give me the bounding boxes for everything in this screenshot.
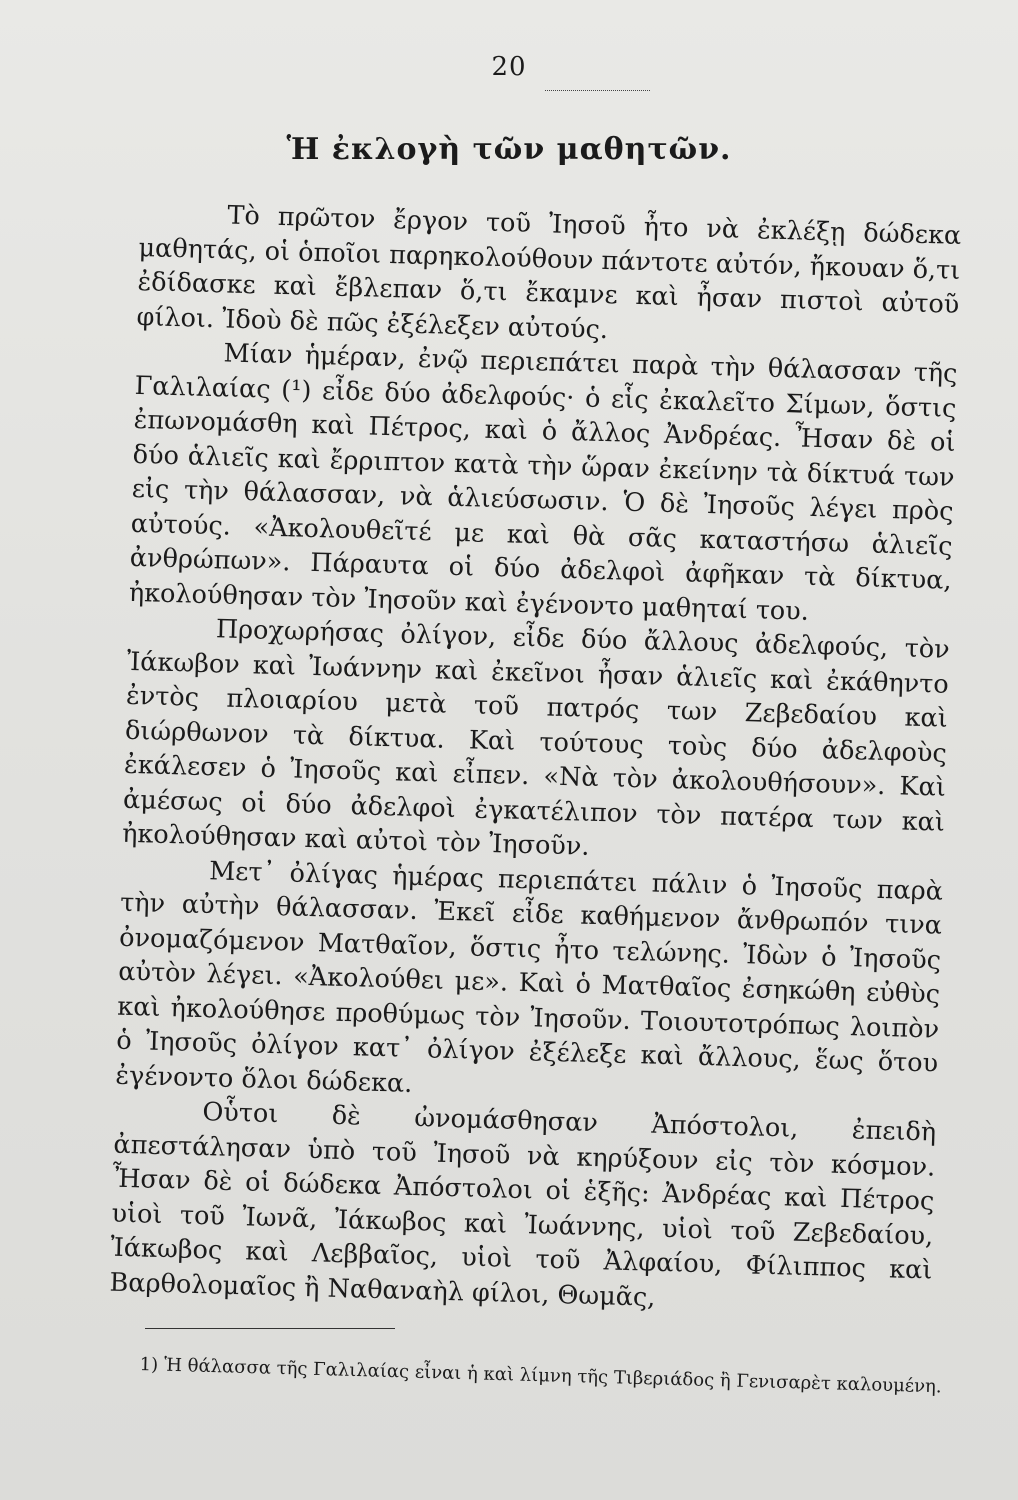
page-number-rule (545, 90, 650, 91)
footnote-text: Ἡ θάλασσα τῆς Γαλιλαίας εἶναι ἡ καὶ λίμνη τῆς Τιβεριάδος ἢ Γενισαρὲτ καλουμένη. (163, 1354, 942, 1398)
chapter-title: Ἡ ἐκλογὴ τῶν μαθητῶν. (286, 132, 732, 167)
paragraph-5: Οὗτοι δὲ ὠνομάσθησαν Ἀπόστολοι, ἐπειδὴ ἀπεστάλησαν ὑπὸ τοῦ Ἰησοῦ νὰ κηρύξουν εἰς τὸν κόσμον. Ἦσαν δὲ οἱ δώδεκα Ἀπόστολοι οἱ ἑξῆς: Ἀνδρέας καὶ Πέτρος υἱοὶ τοῦ Ἰωνᾶ, Ἰάκωβος καὶ Ἰωάννης, υἱοὶ τοῦ Ζεβεδαίου, Ἰάκωβος καὶ Λεββαῖος, υἱοὶ τοῦ Ἀλφαίου, Φίλιππος καὶ Βαρθολομαῖος ἢ Ναθαναὴλ φίλοι, Θωμᾶς, (109, 1097, 937, 1313)
body-text (109, 196, 962, 1323)
paragraph-3: Προχωρήσας ὀλίγον, εἶδε δύο ἄλλους ἀδελφούς, τὸν Ἰάκωβον καὶ Ἰωάννην καὶ ἐκεῖνοι ἦσαν ἁλιεῖς καὶ ἐκάθηντο ἐντὸς πλοιαρίου μετὰ τοῦ πατρός των Ζεβεδαίου καὶ διώρθωνον τὰ δίκτυα. Καὶ τούτους τοὺς δύο ἀδελφοὺς ἐκάλεσεν ὁ Ἰησοῦς καὶ εἶπεν. «Νὰ τὸν ἀκολουθήσουν». Καὶ ἀμέσως οἱ δύο ἀδελφοὶ ἐγκατέλιπον τὸν πατέρα των καὶ ἠκολούθησαν καὶ αὐτοὶ τὸν Ἰησοῦν. (121, 614, 951, 862)
footnote-rule (145, 1328, 395, 1329)
footnote (139, 1352, 961, 1401)
paragraph-4: Μετ᾽ ὀλίγας ἡμέρας περιεπάτει πάλιν ὁ Ἰησοῦς παρὰ τὴν αὐτὴν θάλασσαν. Ἐκεῖ εἶδε καθήμενον ἄνθρωπόν τινα ὀνομαζόμενον Ματθαῖον, ὅστις ἦτο τελώνης. Ἰδὼν ὁ Ἰησοῦς αὐτὸν λέγει. «Ἀκολούθει με». Καὶ ὁ Ματθαῖος ἐσηκώθη εὐθὺς καὶ ἠκολούθησε προθύμως τὸν Ἰησοῦν. Τοιουτοτρόπως λοιπὸν ὁ Ἰησοῦς ὀλίγον κατ᾽ ὀλίγον ἐξέλεξε καὶ ἄλλους, ἕως ὅτου ἐγένοντο ὅλοι δώδεκα. (115, 855, 944, 1099)
paragraph-2: Μίαν ἡμέραν, ἐνῷ περιεπάτει παρὰ τὴν θάλασσαν τῆς Γαλιλαίας (¹) εἶδε δύο ἀδελφούς· ὁ εἷς ἐκαλεῖτο Σίμων, ὅστις ἐπωνομάσθη καὶ Πέτρος, καὶ ὁ ἄλλος Ἀνδρέας. Ἦσαν δὲ οἱ δύο ἁλιεῖς καὶ ἔρριπτον κατὰ τὴν ὥραν ἐκείνην τὰ δίκτυά των εἰς τὴν θάλασσαν, νὰ ἁλιεύσωσιν. Ὁ δὲ Ἰησοῦς λέγει πρὸς αὐτούς. «Ἀκολουθεῖτέ με καὶ θὰ σᾶς καταστήσω ἁλιεῖς ἀνθρώπων». Πάραυτα οἱ δύο ἀδελφοὶ ἀφῆκαν τὰ δίκτυα, ἠκολούθησαν τὸν Ἰησοῦν καὶ ἐγένοντο μαθηταί του. (128, 338, 958, 627)
page-number: 20 (491, 52, 527, 82)
paragraph-1: Τὸ πρῶτον ἔργον τοῦ Ἰησοῦ ἦτο νὰ ἐκλέξῃ δώδεκα μαθητάς, οἱ ὁποῖοι παρηκολούθουν πάντοτε αὐτόν, ἤκουαν ὅ,τι ἐδίδασκε καὶ ἔβλεπαν ὅ,τι ἔκαμνε καὶ ἦσαν πιστοὶ αὐτοῦ φίλοι. Ἰδοὺ δὲ πῶς ἐξέλεξεν αὐτούς. (136, 200, 962, 345)
footnote-marker: 1) (139, 1353, 159, 1376)
